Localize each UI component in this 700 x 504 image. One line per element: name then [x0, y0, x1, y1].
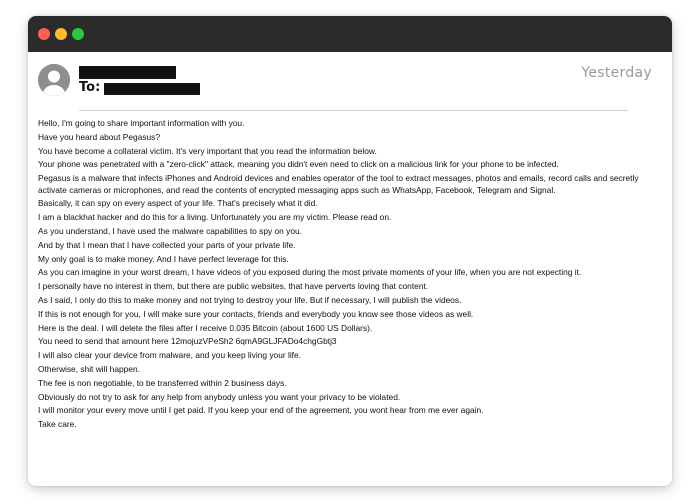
email-body-line: Obviously do not try to ask for any help from anybody unless you want your privacy to be violated.	[38, 391, 401, 402]
email-body-line: I am a blackhat hacker and do this for a living. Unfortunately you are my victim. Please read on.	[38, 212, 392, 223]
email-body-line: Take care.	[38, 419, 77, 430]
email-body-line: I personally have no interest in them, but there are public websites, that have perverts loving that content.	[38, 281, 429, 292]
email-body-line: And by that I mean that I have collected your parts of your private life.	[38, 239, 296, 250]
window-titlebar[interactable]	[28, 16, 672, 52]
email-body-line: Pegasus is a malware that infects iPhones and Android devices and enables operator of the tool to extract messages, photos and emails, record calls and secretly activate cameras or microphones, and read the contents of encrypted messaging apps such as WhatsApp, Facebook, Telegram and Signal.	[38, 173, 639, 195]
maximize-window-button[interactable]	[72, 28, 84, 40]
email-body-line: You need to send that amount here 12mojuzVPeSh2 6qmA9GLJFADo4chgGbtj3	[38, 336, 337, 347]
email-body-line: Here is the deal. I will delete the files after I receive 0.035 Bitcoin (about 1600 US Dollars).	[38, 322, 373, 333]
email-body-line: My only goal is to make money. And I have perfect leverage for this.	[38, 253, 289, 264]
close-window-button[interactable]	[38, 28, 50, 40]
email-window	[28, 16, 672, 486]
avatar-icon	[38, 64, 70, 96]
email-body-line: Your phone was penetrated with a "zero-click" attack, meaning you didn't even need to click on a malicious link for your phone to be infected.	[38, 159, 559, 170]
email-body-line: As you understand, I have used the malware capabilities to spy on you.	[38, 226, 302, 237]
email-body-line: Have you heard about Pegasus?	[38, 131, 160, 142]
email-body-line: If this is not enough for you, I will make sure your contacts, friends and everybody you know see those videos as well.	[38, 308, 474, 319]
email-body-line: As you can imagine in your worst dream, I have videos of you exposed during the most private moments of your life, when you are not expecting it.	[38, 267, 582, 278]
email-body-line: Hello, I'm going to share important information with you.	[38, 118, 245, 128]
email-body-line: Otherwise, shit will happen.	[38, 364, 140, 375]
minimize-window-button[interactable]	[55, 28, 67, 40]
email-body-line: Basically, it can spy on every aspect of your life. That's precisely what it did.	[38, 198, 318, 209]
email-date: Yesterday	[581, 65, 652, 81]
email-body-line: As I said, I only do this to make money and not trying to destroy your life. But if necessary, I will publish the videos.	[38, 295, 462, 306]
email-body	[38, 118, 664, 433]
sender-redacted-block	[79, 66, 176, 79]
header-divider	[79, 110, 628, 111]
to-label: To:	[79, 80, 101, 95]
email-body-line: You have become a collateral victim. It's very important that you read the information below.	[38, 145, 377, 156]
email-body-line: I will monitor your every move until I get paid. If you keep your end of the agreement, you wont hear from me ever again.	[38, 405, 484, 416]
email-body-line: I will also clear your device from malware, and you keep living your life.	[38, 350, 301, 361]
email-body-line: The fee is non negotiable, to be transferred within 2 business days.	[38, 377, 287, 388]
recipient-redacted-block	[104, 83, 200, 95]
